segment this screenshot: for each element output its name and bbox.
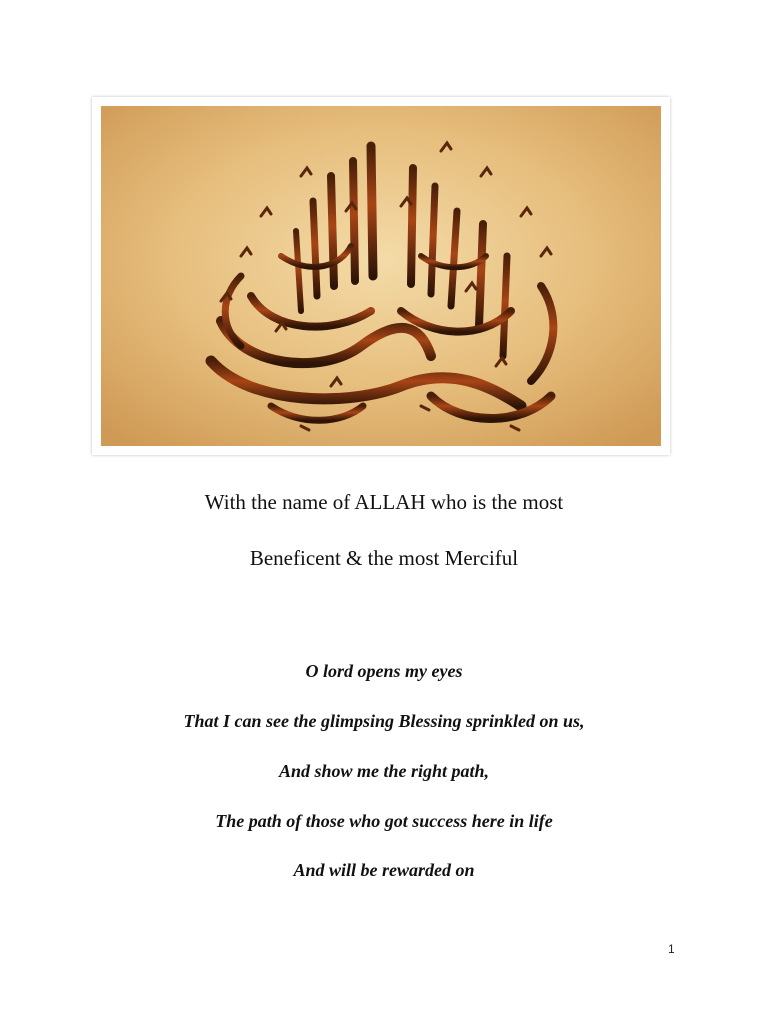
calligraphy-image-frame [92,97,670,455]
page-number: 1 [668,942,675,956]
calligraphy-image [101,106,661,446]
verse-line: And show me the right path, [278,761,490,781]
heading-line-1: With the name of ALLAH who is the most [204,490,564,514]
verse-line: And will be rewarded on [293,860,475,880]
verse-line: The path of those who got success here in life [215,811,553,831]
verse-line: O lord opens my eyes [305,661,463,681]
bismillah-calligraphy-icon [101,106,661,446]
heading-line-2: Beneficent & the most Merciful [249,546,519,570]
verse-line: That I can see the glimpsing Blessing sprinkled on us, [183,711,585,731]
